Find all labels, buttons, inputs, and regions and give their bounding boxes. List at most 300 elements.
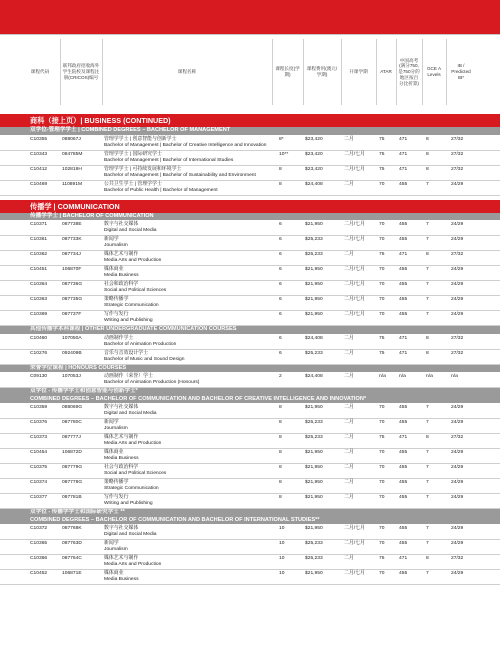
course-fee: $21,950 xyxy=(305,297,323,302)
course-name-en: Strategic Communication xyxy=(104,486,159,491)
course-fee: $21,950 xyxy=(305,450,323,455)
group-subheading-line: 传播学学士 | BACHELOR OF COMMUNICATION xyxy=(30,212,154,219)
course-name-cn: 数字与社交媒体 xyxy=(104,222,139,227)
duration: 8 xyxy=(279,465,282,470)
cricos-code: C10460 xyxy=(30,335,48,341)
gce-a-levels: 7 xyxy=(426,571,429,576)
course-fee: $25,233 xyxy=(305,435,323,440)
program-code: 087738E xyxy=(62,222,82,227)
course-fee: $25,233 xyxy=(305,541,323,546)
course-name xyxy=(104,571,274,583)
gaokao-score: 471 xyxy=(399,556,408,561)
gaokao-score: 455 xyxy=(399,465,408,470)
cricos-code: C10412 xyxy=(30,166,48,172)
course-name xyxy=(104,297,274,309)
program-code: 107053J xyxy=(62,374,81,379)
ib-score: 27/32 xyxy=(451,151,464,157)
course-name-en: Bachelor of Public Health | Bachelor of Management xyxy=(104,187,218,193)
ib-header: IB / Predicted IB* xyxy=(451,63,471,80)
gce-header: GCE A Levels xyxy=(426,66,442,77)
group-subheading xyxy=(0,509,500,525)
cricos-code: C10371 xyxy=(30,222,48,227)
course-name-cn: 策略传播学 xyxy=(104,480,129,485)
cricos-code: C10369 xyxy=(30,312,48,317)
atar: 70 xyxy=(379,465,385,470)
ib-score: 27/32 xyxy=(451,335,464,341)
ib-score: 24/29 xyxy=(451,541,464,546)
course-name-en: Writing and Publishing xyxy=(104,318,153,323)
intake-semester: 二月/七月 xyxy=(344,526,365,531)
intake-semester: 二月/七月 xyxy=(344,237,365,242)
course-name-cn: 媒体商业 xyxy=(104,450,124,455)
intake-semester: 二月 xyxy=(344,136,354,142)
atar: 70 xyxy=(379,541,385,546)
course-name xyxy=(104,495,274,507)
cricos-code: C10372 xyxy=(30,526,48,531)
course-fee: $21,950 xyxy=(305,267,323,272)
atar: 70 xyxy=(379,480,385,485)
program-code: 088067J xyxy=(62,136,81,142)
course-name-cn: 媒体艺术与制作 xyxy=(104,252,139,257)
course-name xyxy=(104,480,274,492)
course-fee: $21,950 xyxy=(305,571,323,576)
code-header: 联邦政府招收海外学生院校及课程注册(CRICOS)编号 xyxy=(62,63,100,80)
course-name-en: Journalism xyxy=(104,426,128,431)
cricos-code: C10375 xyxy=(30,465,48,470)
intake-semester: 二月 xyxy=(344,435,354,440)
course-name-en: Journalism xyxy=(104,243,128,248)
intake-semester: 二月/七月 xyxy=(344,571,365,576)
group-subheading-line: 双学位 - 传播学学士和创意智能与创新学士* xyxy=(30,388,138,394)
gaokao-score: 455 xyxy=(399,541,408,546)
table-row xyxy=(0,281,500,296)
intake-semester: 二月/七月 xyxy=(344,282,365,287)
program-code: 087777J xyxy=(62,435,81,440)
course-name-en: Media Business xyxy=(104,273,139,278)
group-subheading-line: COMBINED DEGREES – BACHELOR OF COMMUNICATION AND BACHELOR OF INTERNATIONAL STUDIES** xyxy=(30,516,320,523)
gaokao-score: 455 xyxy=(399,405,408,410)
cricos-code: C10452 xyxy=(30,571,48,576)
course-name-en: Writing and Publishing xyxy=(104,501,153,506)
gce-a-levels: 8 xyxy=(426,151,429,157)
table-row xyxy=(0,266,500,281)
course-name-cn: 数字与社交媒体 xyxy=(104,405,139,410)
program-code: 088069G xyxy=(62,405,83,410)
cricos-code: C10374 xyxy=(30,480,48,485)
name-header: 课程名称 xyxy=(177,69,197,75)
gce-a-levels: 7 xyxy=(426,541,429,546)
atar: 75 xyxy=(379,166,385,172)
atar: 70 xyxy=(379,297,385,302)
intake-semester: 二月/七月 xyxy=(344,166,365,172)
intake-semester: 二月 xyxy=(344,252,354,257)
cricos-code: C10376 xyxy=(30,420,48,425)
course-name xyxy=(104,465,274,477)
course-fee: $21,950 xyxy=(305,312,323,317)
course-name-cn: 社会与政治科学 xyxy=(104,465,139,470)
table-row xyxy=(0,434,500,449)
ib-score: 27/32 xyxy=(451,556,464,561)
course-name-cn: 社会和政治科学 xyxy=(104,282,139,287)
intake-semester: 二月 xyxy=(344,450,354,455)
table-row xyxy=(0,373,500,388)
duration-header: 课程长度(学期) xyxy=(275,66,300,77)
course-table xyxy=(0,110,500,585)
ib-score: 24/29 xyxy=(451,267,464,272)
atar: 70 xyxy=(379,267,385,272)
table-row xyxy=(0,311,500,326)
table-row xyxy=(0,296,500,311)
course-fee: $25,233 xyxy=(305,556,323,561)
gce-a-levels: 7 xyxy=(426,297,429,302)
course-fee: $24,408 xyxy=(305,335,323,341)
program-code: 087763D xyxy=(62,541,82,546)
ib-score: 24/29 xyxy=(451,237,464,242)
gce-a-levels: 8 xyxy=(426,252,429,257)
course-name-cn: 公共卫生学士 | 管理学学士 xyxy=(104,181,162,187)
table-row xyxy=(0,151,500,166)
course-name-cn: 管理学学士 | 可持续发展和环境学士 xyxy=(104,166,182,172)
gaokao-header: 中国高考(满分750, 是750分的地区按百分比折算) xyxy=(398,57,420,86)
course-name-en: Social and Political Sciences xyxy=(104,288,167,293)
course-fee: $25,233 xyxy=(305,350,323,356)
gaokao-score: 471 xyxy=(399,136,408,142)
table-row xyxy=(0,494,500,509)
gaokao-score: 471 xyxy=(399,350,408,356)
section-title: 传播学 | COMMUNICATION xyxy=(0,200,500,213)
gce-a-levels: 7 xyxy=(426,282,429,287)
duration: 10 xyxy=(279,541,285,546)
cricos-code: C10365 xyxy=(30,541,48,546)
atar: n/a xyxy=(379,374,386,379)
cricos-code: C10362 xyxy=(30,252,48,257)
cricos-code: C10361 xyxy=(30,237,48,242)
table-row xyxy=(0,570,500,585)
table-row xyxy=(0,540,500,555)
program-code: 107050A xyxy=(62,335,82,341)
course-fee: $21,950 xyxy=(305,480,323,485)
course-name-en: Journalism xyxy=(104,547,128,552)
atar: 75 xyxy=(379,556,385,561)
duration: 8 xyxy=(279,450,282,455)
group-subheading-line: 荣誉学位课程 | HONOURS COURSES xyxy=(30,364,127,371)
gaokao-score: 471 xyxy=(399,151,408,157)
ib-score: 24/29 xyxy=(451,282,464,287)
ib-score: 24/29 xyxy=(451,297,464,302)
group-subheading xyxy=(0,326,500,335)
gce-a-levels: 7 xyxy=(426,450,429,455)
course-name-cn: 策略传播学 xyxy=(104,297,129,302)
atar-header: ATAR xyxy=(380,69,392,75)
intake-semester: 二月 xyxy=(344,556,354,561)
course-name-cn: 媒体艺术与制作 xyxy=(104,435,139,440)
duration: 10 xyxy=(279,571,285,576)
gaokao-score: 455 xyxy=(399,571,408,576)
program-code: 102819H xyxy=(62,166,82,172)
duration: 6 xyxy=(279,267,282,272)
table-row xyxy=(0,136,500,151)
cricos-code: C10363 xyxy=(30,297,48,302)
table-row xyxy=(0,236,500,251)
course-name-cn: 数字与社交媒体 xyxy=(104,526,139,531)
gaokao-score: 455 xyxy=(399,237,408,242)
duration: 8 xyxy=(279,480,282,485)
ib-score: 24/29 xyxy=(451,405,464,410)
intake-semester: 二月 xyxy=(344,405,354,410)
program-code: 106872D xyxy=(62,450,82,455)
table-row xyxy=(0,181,500,196)
course-name-cn: 新闻学 xyxy=(104,237,119,242)
program-code: 087737F xyxy=(62,312,82,317)
program-code: 087768K xyxy=(62,526,82,531)
course-fee: $21,950 xyxy=(305,405,323,410)
duration: 8 xyxy=(279,405,282,410)
table-row xyxy=(0,449,500,464)
atar: 70 xyxy=(379,571,385,576)
intake-semester: 二月 xyxy=(344,495,354,500)
ib-score: 24/29 xyxy=(451,450,464,455)
gce-a-levels: 8 xyxy=(426,166,429,172)
cricos-header: 课程代码 xyxy=(30,69,50,75)
ib-score: 24/29 xyxy=(451,571,464,576)
intake-semester: 二月/七月 xyxy=(344,541,365,546)
cricos-code: C10359 xyxy=(30,405,48,410)
duration: 8* xyxy=(279,136,284,142)
course-name-cn: 写作与发行 xyxy=(104,312,129,317)
program-code: 087781B xyxy=(62,495,82,500)
gaokao-score: 455 xyxy=(399,267,408,272)
intake-semester: 二月/七月 xyxy=(344,151,365,157)
course-fee: $23,420 xyxy=(305,136,323,142)
ib-score: 24/29 xyxy=(451,181,464,187)
course-fee: $23,420 xyxy=(305,166,323,172)
course-name-cn: 新闻学 xyxy=(104,420,119,425)
atar: 70 xyxy=(379,450,385,455)
ib-score: 27/32 xyxy=(451,252,464,257)
fee-header: 课程费用(澳元/学期) xyxy=(306,66,338,77)
course-name-en: Bachelor of Management | Bachelor of International Studies xyxy=(104,157,234,163)
atar: 75 xyxy=(379,435,385,440)
duration: 6 xyxy=(279,222,282,227)
course-name xyxy=(104,435,274,447)
table-row xyxy=(0,555,500,570)
duration: 10 xyxy=(279,526,285,531)
course-name-en: Media Business xyxy=(104,577,139,582)
duration: 2 xyxy=(279,374,282,379)
atar: 70 xyxy=(379,222,385,227)
ib-score: 24/29 xyxy=(451,480,464,485)
gaokao-score: 471 xyxy=(399,335,408,341)
gce-a-levels: 7 xyxy=(426,222,429,227)
course-fee: $25,233 xyxy=(305,237,323,242)
atar: 75 xyxy=(379,335,385,341)
cricos-code: C10366 xyxy=(30,556,48,561)
program-code: 087780C xyxy=(62,420,82,425)
intake-semester: 二月 xyxy=(344,350,354,356)
atar: 75 xyxy=(379,350,385,356)
cricos-code: C10451 xyxy=(30,267,48,272)
course-name-en: Media Business xyxy=(104,456,139,461)
course-name xyxy=(104,336,274,348)
course-name-cn: 动画制作（荣誉）学士 xyxy=(104,374,153,379)
program-code: 087733K xyxy=(62,237,82,242)
ib-score: 27/32 xyxy=(451,350,464,356)
intake-semester: 二月/七月 xyxy=(344,267,365,272)
course-name xyxy=(104,351,274,363)
course-name xyxy=(104,556,274,568)
gce-a-levels: 7 xyxy=(426,405,429,410)
atar: 70 xyxy=(379,495,385,500)
course-name xyxy=(104,222,274,234)
program-code: 110891M xyxy=(62,181,83,187)
gaokao-score: n/a xyxy=(399,374,406,379)
atar: 75 xyxy=(379,136,385,142)
course-name xyxy=(104,152,274,164)
course-name-en: Media Arts and Production xyxy=(104,441,162,446)
atar: 70 xyxy=(379,405,385,410)
duration: 6 xyxy=(279,312,282,317)
program-code: 087778G xyxy=(62,480,83,485)
atar: 70 xyxy=(379,237,385,242)
ib-score: 27/32 xyxy=(451,435,464,440)
course-name-cn: 媒体商业 xyxy=(104,267,124,272)
course-fee: $24,408 xyxy=(305,374,323,379)
duration: 6 xyxy=(279,282,282,287)
gce-a-levels: 8 xyxy=(426,335,429,341)
gaokao-score: 455 xyxy=(399,420,408,425)
cricos-code: C10454 xyxy=(30,450,48,455)
table-row xyxy=(0,419,500,434)
group-subheading-line: COMBINED DEGREES – BACHELOR OF COMMUNICATION AND BACHELOR OF CREATIVE INTELLIGENCE AND INNOVATION* xyxy=(30,395,367,402)
course-name xyxy=(104,450,274,462)
course-name xyxy=(104,282,274,294)
ib-score: n/a xyxy=(451,374,458,379)
course-name-cn: 媒体艺术与制作 xyxy=(104,556,139,561)
gaokao-score: 455 xyxy=(399,297,408,302)
atar: 75 xyxy=(379,252,385,257)
course-name-en: Bachelor of Management | Bachelor of Sustainability and Environment xyxy=(104,172,256,178)
group-subheading-line: 双学位-管理学学士 | COMBINED DEGREES – BACHELOR OF MANAGEMENT xyxy=(30,127,231,133)
gaokao-score: 455 xyxy=(399,312,408,317)
gce-a-levels: 7 xyxy=(426,526,429,531)
gaokao-score: 455 xyxy=(399,450,408,455)
gaokao-score: 471 xyxy=(399,166,408,172)
gaokao-score: 471 xyxy=(399,252,408,257)
intake-semester: 二月 xyxy=(344,374,354,379)
intake-semester: 二月 xyxy=(344,420,354,425)
course-name-cn: 管理学学士 | 创意智能与创新学士 xyxy=(104,136,177,142)
atar: 70 xyxy=(379,282,385,287)
course-fee: $23,420 xyxy=(305,151,323,157)
course-name-en: Social and Political Sciences xyxy=(104,471,167,476)
course-fee: $21,950 xyxy=(305,282,323,287)
duration: 10** xyxy=(279,151,289,157)
cricos-code: C09130 xyxy=(30,374,48,379)
ib-score: 24/29 xyxy=(451,420,464,425)
course-name-en: Digital and Social Media xyxy=(104,228,157,233)
gce-a-levels: 7 xyxy=(426,480,429,485)
cricos-code: C10343 xyxy=(30,151,48,157)
course-name xyxy=(104,374,274,386)
course-name-cn: 写作与发行 xyxy=(104,495,129,500)
intake-semester: 二月 xyxy=(344,480,354,485)
group-subheading xyxy=(0,127,500,136)
course-name-en: Bachelor of Animation Production xyxy=(104,341,177,347)
course-name xyxy=(104,167,274,179)
intake-semester: 二月/七月 xyxy=(344,222,365,227)
course-name xyxy=(104,526,274,538)
duration: 6 xyxy=(279,297,282,302)
course-name-cn: 媒体商业 xyxy=(104,571,124,576)
course-name-en: Media Arts and Production xyxy=(104,258,162,263)
course-name-en: Digital and Social Media xyxy=(104,532,157,537)
ib-score: 24/29 xyxy=(451,465,464,470)
table-row xyxy=(0,479,500,494)
course-name xyxy=(104,405,274,417)
table-row xyxy=(0,464,500,479)
table-row xyxy=(0,166,500,181)
intake-header: 开课学期 xyxy=(349,69,368,75)
course-name xyxy=(104,137,274,149)
duration: 6 xyxy=(279,252,282,257)
table-row xyxy=(0,350,500,365)
group-subheading-line: 双学位 - 传播学学士和国际研究学士 ** xyxy=(30,509,125,515)
course-name-en: Media Arts and Production xyxy=(104,562,162,567)
cricos-code: C10355 xyxy=(30,136,48,142)
cricos-code: C10276 xyxy=(30,350,48,356)
course-name-en: Bachelor of Music and Sound Design xyxy=(104,356,185,362)
gaokao-score: 455 xyxy=(399,495,408,500)
cricos-code: C10469 xyxy=(30,181,48,187)
table-row xyxy=(0,221,500,236)
course-name xyxy=(104,312,274,324)
program-code: 087736G xyxy=(62,282,83,287)
atar: 70 xyxy=(379,526,385,531)
intake-semester: 二月/七月 xyxy=(344,312,365,317)
table-row xyxy=(0,525,500,540)
gaokao-score: 455 xyxy=(399,526,408,531)
course-name-en: Bachelor of Management | Bachelor of Creative Intelligence and Innovation xyxy=(104,142,267,148)
program-code: 106871E xyxy=(62,571,82,576)
ib-score: 24/29 xyxy=(451,312,464,317)
course-name xyxy=(104,237,274,249)
course-fee: $25,233 xyxy=(305,420,323,425)
course-fee: $21,950 xyxy=(305,465,323,470)
gce-a-levels: 8 xyxy=(426,350,429,356)
gce-a-levels: 7 xyxy=(426,267,429,272)
duration: 8 xyxy=(279,435,282,440)
gaokao-score: 455 xyxy=(399,181,408,187)
gce-a-levels: 7 xyxy=(426,312,429,317)
gaokao-score: 455 xyxy=(399,222,408,227)
duration: 8 xyxy=(279,420,282,425)
gce-a-levels: 8 xyxy=(426,435,429,440)
gce-a-levels: 7 xyxy=(426,181,429,187)
course-fee: $24,408 xyxy=(305,181,323,187)
gaokao-score: 471 xyxy=(399,435,408,440)
ib-score: 24/29 xyxy=(451,222,464,227)
intake-semester: 二月 xyxy=(344,335,354,341)
cricos-code: C10373 xyxy=(30,435,48,440)
course-name-en: Strategic Communication xyxy=(104,303,159,308)
program-code: 087735G xyxy=(62,297,83,302)
course-fee: $21,950 xyxy=(305,495,323,500)
gaokao-score: 455 xyxy=(399,480,408,485)
ib-score: 27/32 xyxy=(451,166,464,172)
program-code: 087779G xyxy=(62,465,83,470)
duration: 6 xyxy=(279,350,282,356)
course-name-cn: 动画制作学士 xyxy=(104,335,134,341)
